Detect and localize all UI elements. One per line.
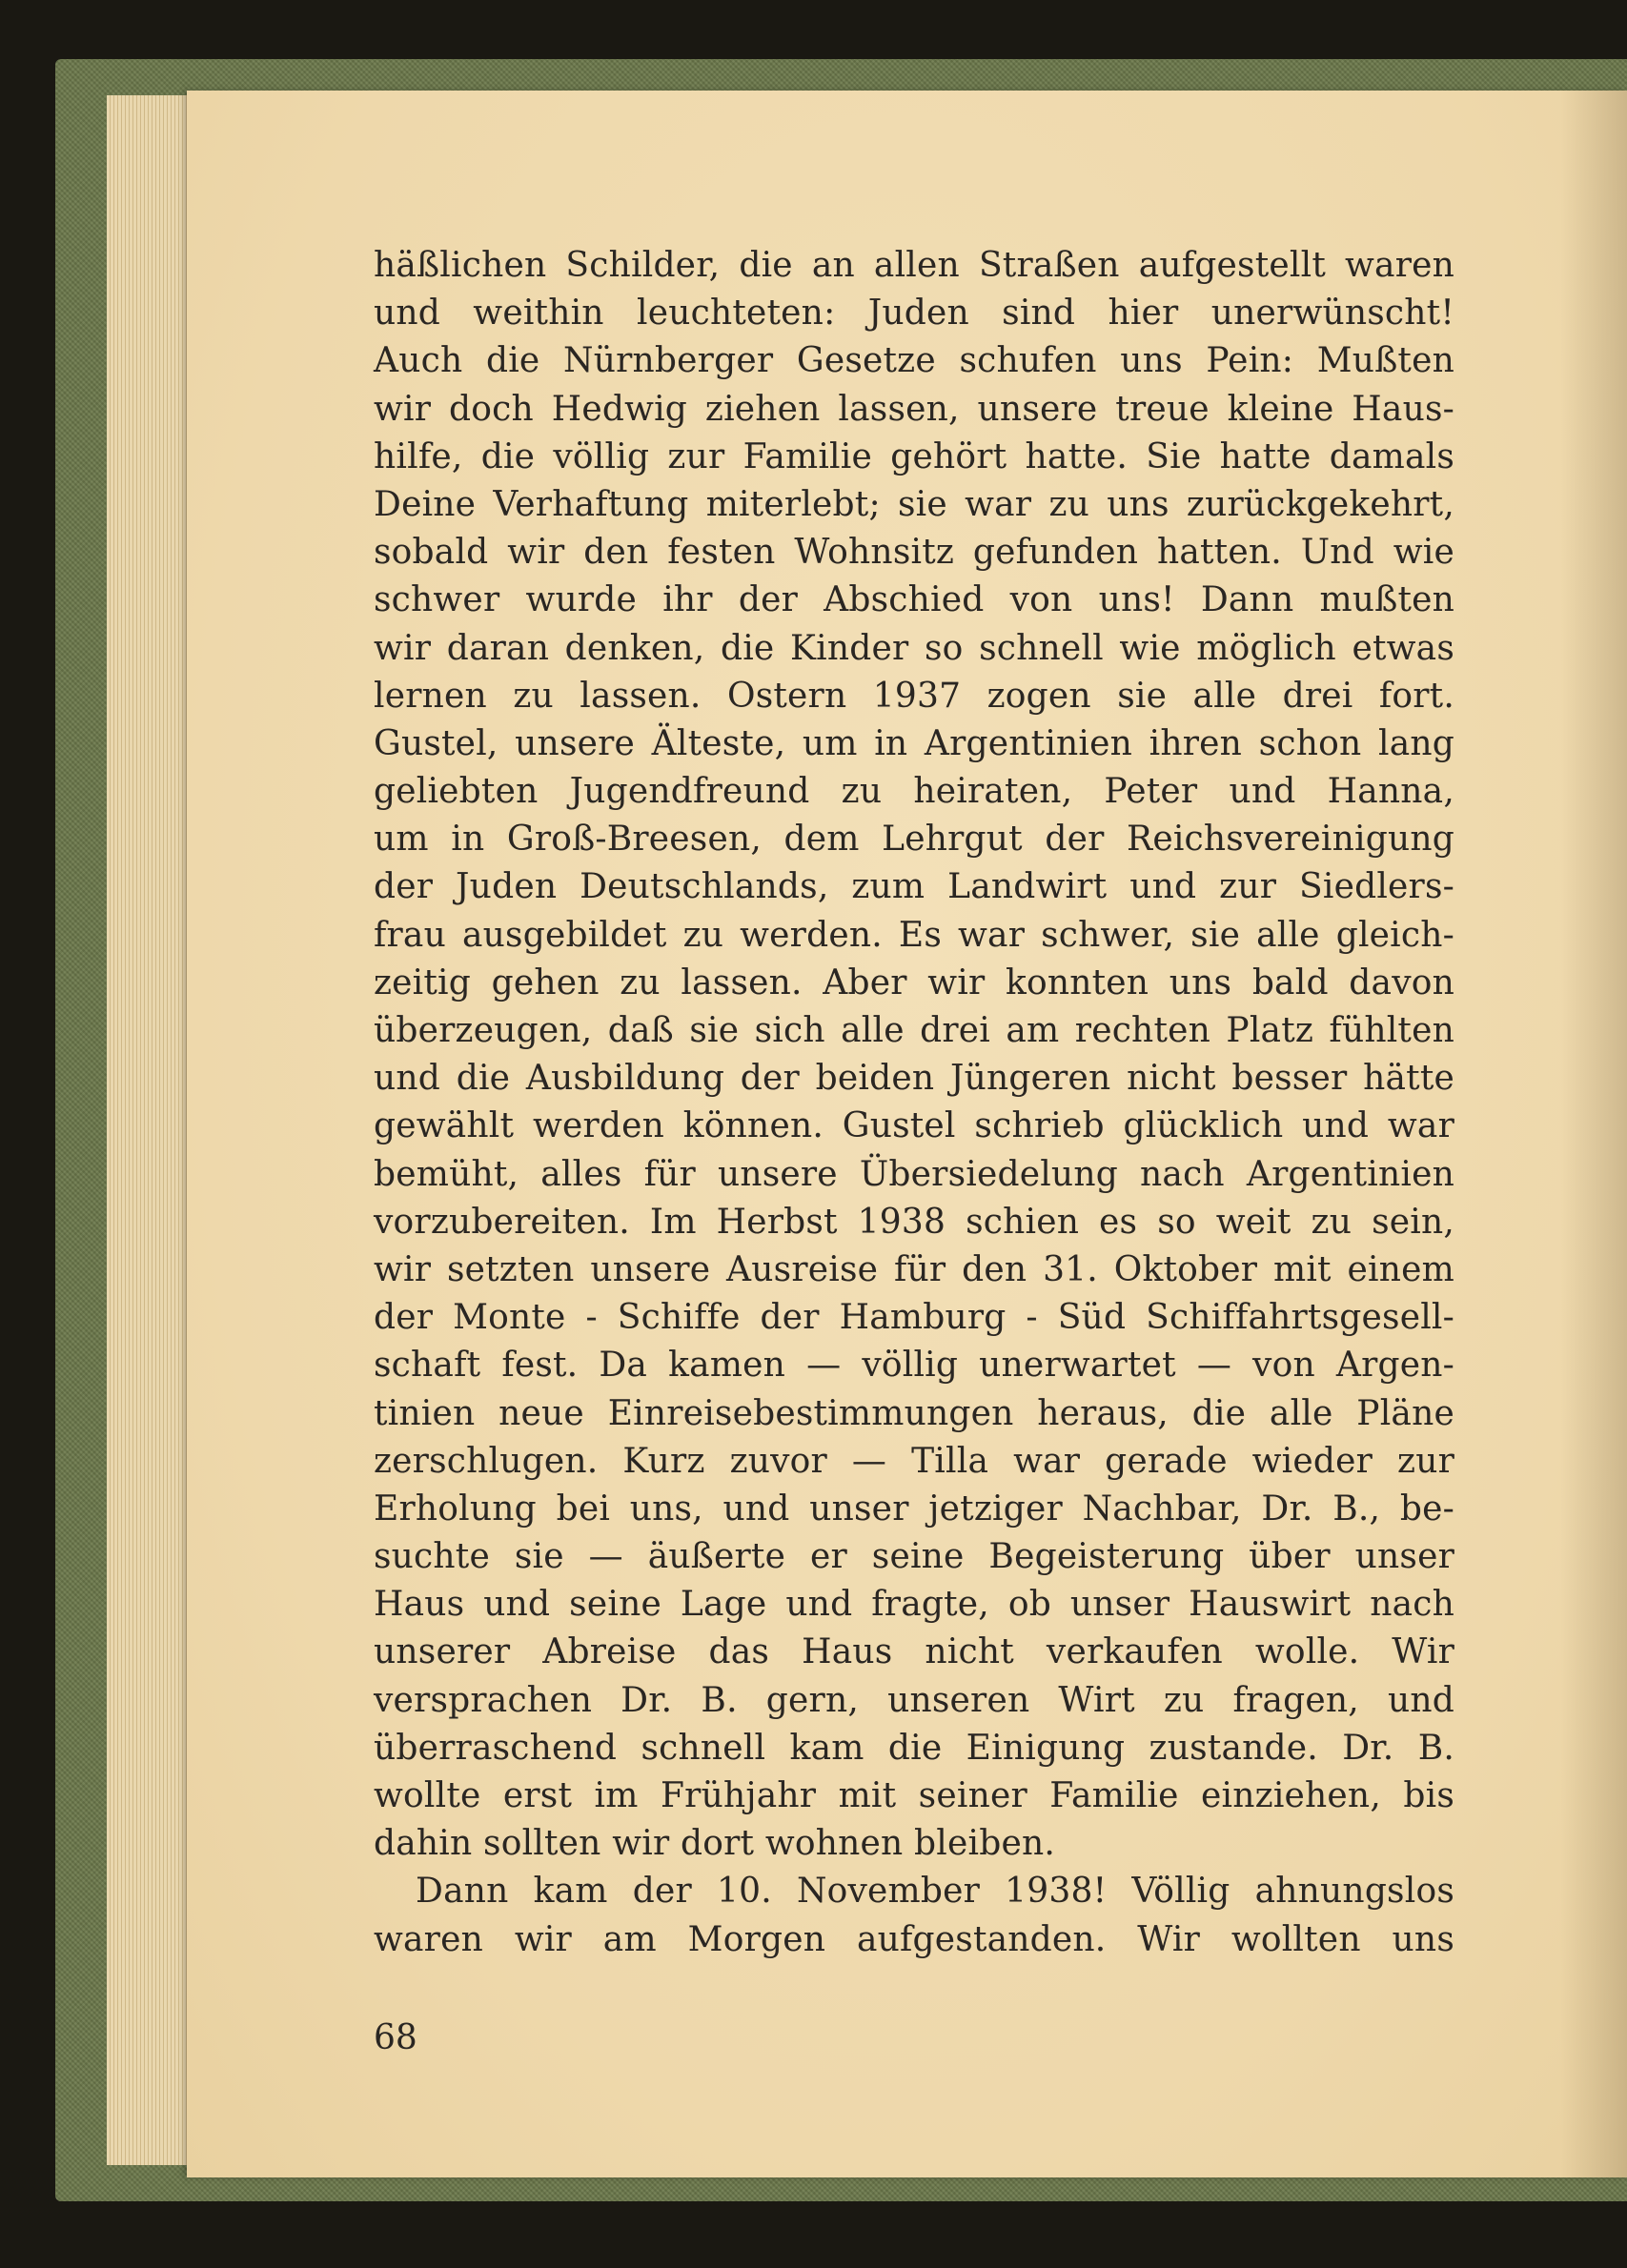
text-line: Erholung bei uns, und unser jetziger Nachbar, Dr. B., be- — [374, 1488, 1454, 1529]
text-line: wir doch Hedwig ziehen lassen, unsere treue kleine Haus- — [374, 389, 1454, 429]
text-line: zerschlugen. Kurz zuvor — Tilla war gerade wieder zur — [374, 1441, 1454, 1481]
text-line: suchte sie — äußerte er seine Begeisterung über unser — [374, 1537, 1454, 1577]
page-edges — [107, 95, 193, 2165]
text-line: sobald wir den festen Wohnsitz gefunden hatten. Und wie — [374, 533, 1454, 573]
text-line: lernen zu lassen. Ostern 1937 zogen sie alle drei fort. — [374, 676, 1454, 716]
text-line-paragraph-start: Dann kam der 10. November 1938! Völlig ahnungslos — [416, 1872, 1454, 1912]
text-line: Auch die Nürnberger Gesetze schufen uns Pein: Mußten — [374, 341, 1454, 381]
text-line: der Monte - Schiffe der Hamburg - Süd Schiffahrtsgesell- — [374, 1298, 1454, 1338]
text-line: zeitig gehen zu lassen. Aber wir konnten uns bald davon — [374, 962, 1454, 1002]
text-line-paragraph-end: dahin sollten wir dort wohnen bleiben. — [374, 1824, 1055, 1864]
text-line: geliebten Jugendfreund zu heiraten, Peter und Hanna, — [374, 772, 1454, 812]
text-line: frau ausgebildet zu werden. Es war schwer, sie alle gleich- — [374, 915, 1454, 955]
text-line: der Juden Deutschlands, zum Landwirt und zur Siedlers- — [374, 867, 1454, 907]
page-text — [374, 242, 1454, 1964]
text-line: schaft fest. Da kamen — völlig unerwartet — von Argen- — [374, 1346, 1454, 1386]
text-line: wir setzten unsere Ausreise für den 31. Oktober mit einem — [374, 1249, 1454, 1289]
text-line: hilfe, die völlig zur Familie gehört hatte. Sie hatte damals — [374, 436, 1454, 476]
text-line: waren wir am Morgen aufgestanden. Wir wollten uns — [374, 1919, 1454, 1959]
text-line: unserer Abreise das Haus nicht verkaufen wolle. Wir — [374, 1632, 1454, 1672]
page-number: 68 — [374, 2018, 417, 2057]
text-line: und weithin leuchteten: Juden sind hier unerwünscht! — [374, 294, 1454, 334]
text-line: und die Ausbildung der beiden Jüngeren nicht besser hätte — [374, 1059, 1454, 1099]
text-line: überraschend schnell kam die Einigung zustande. Dr. B. — [374, 1728, 1454, 1768]
text-line: überzeugen, daß sie sich alle drei am rechten Platz fühlten — [374, 1011, 1454, 1050]
text-line: versprachen Dr. B. gern, unseren Wirt zu fragen, und — [374, 1680, 1454, 1720]
text-line: vorzubereiten. Im Herbst 1938 schien es so weit zu sein, — [374, 1202, 1454, 1242]
gutter-shadow — [1560, 91, 1627, 2177]
text-line: Gustel, unsere Älteste, um in Argentinien ihren schon lang — [374, 723, 1454, 763]
text-line: häßlichen Schilder, die an allen Straßen aufgestellt waren — [374, 246, 1454, 285]
text-line: Deine Verhaftung miterlebt; sie war zu uns zurückgekehrt, — [374, 484, 1454, 524]
text-line: bemüht, alles für unsere Übersiedelung nach Argentinien — [374, 1154, 1454, 1194]
text-line: gewählt werden können. Gustel schrieb glücklich und war — [374, 1106, 1454, 1146]
text-line: Haus und seine Lage und fragte, ob unser Hauswirt nach — [374, 1585, 1454, 1625]
text-line: um in Groß-Breesen, dem Lehrgut der Reichsvereinigung — [374, 820, 1454, 860]
text-line: wollte erst im Frühjahr mit seiner Familie einziehen, bis — [374, 1776, 1454, 1815]
text-line: tinien neue Einreisebestimmungen heraus, die alle Pläne — [374, 1393, 1454, 1433]
text-line: wir daran denken, die Kinder so schnell wie möglich etwas — [374, 628, 1454, 668]
text-line: schwer wurde ihr der Abschied von uns! Dann mußten — [374, 580, 1454, 620]
